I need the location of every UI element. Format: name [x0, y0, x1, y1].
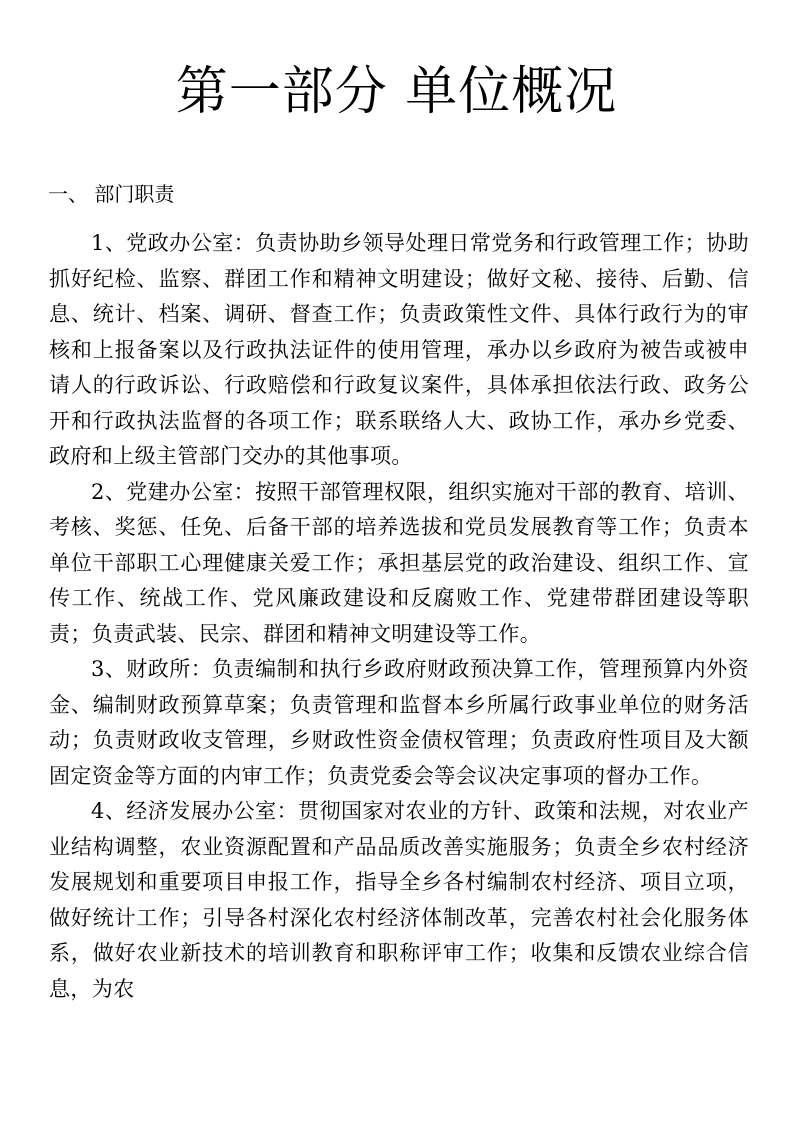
section-body — [49, 226, 749, 1007]
paragraph-finance-office: 3、财政所：负责编制和执行乡政府财政预决算工作，管理预算内外资金、编制财政预算草案；负责管理和监督本乡所属行政事业单位的财务活动；负责财政收支管理，乡财政性资金债权管理；负责政府性项目及大额固定资金等方面的内审工作；负责党委会等会议决定事项的督办工作。 — [49, 657, 749, 788]
section-heading: 一、 部门职责 — [48, 182, 175, 206]
paragraph-party-office: 1、党政办公室：负责协助乡领导处理日常党务和行政管理工作；协助抓好纪检、监察、群团工作和精神文明建设；做好文秘、接待、后勤、信息、统计、档案、调研、督查工作；负责政策性文件、具体行政行为的审核和上报备案以及行政执法证件的使用管理，承办以乡政府为被告或被申请人的行政诉讼、行政赔偿和行政复议案件，具体承担依法行政、政务公开和行政执法监督的各项工作；联系联络人大、政协工作，承办乡党委、政府和上级主管部门交办的其他事项。 — [49, 231, 749, 468]
paragraph-party-building-office: 2、党建办公室：按照干部管理权限，组织实施对干部的教育、培训、考核、奖惩、任免、后备干部的培养选拔和党员发展教育等工作；负责本单位干部职工心理健康关爱工作；承担基层党的政治建设、组织工作、宣传工作、统战工作、党风廉政建设和反腐败工作、党建带群团建设等职责；负责武装、民宗、群团和精神文明建设等工作。 — [49, 479, 749, 646]
paragraph-economic-development-office: 4、经济发展办公室：贯彻国家对农业的方针、政策和法规，对农业产业结构调整，农业资源配置和产品品质改善实施服务；负责全乡农村经济发展规划和重要项目申报工作，指导全乡各村编制农村经济、项目立项，做好统计工作；引导各村深化农村经济体制改革，完善农村社会化服务体系，做好农业新技术的培训教育和职称评审工作；收集和反馈农业综合信息，为农 — [49, 799, 749, 1001]
page-title: 第一部分 单位概况 — [175, 62, 618, 122]
